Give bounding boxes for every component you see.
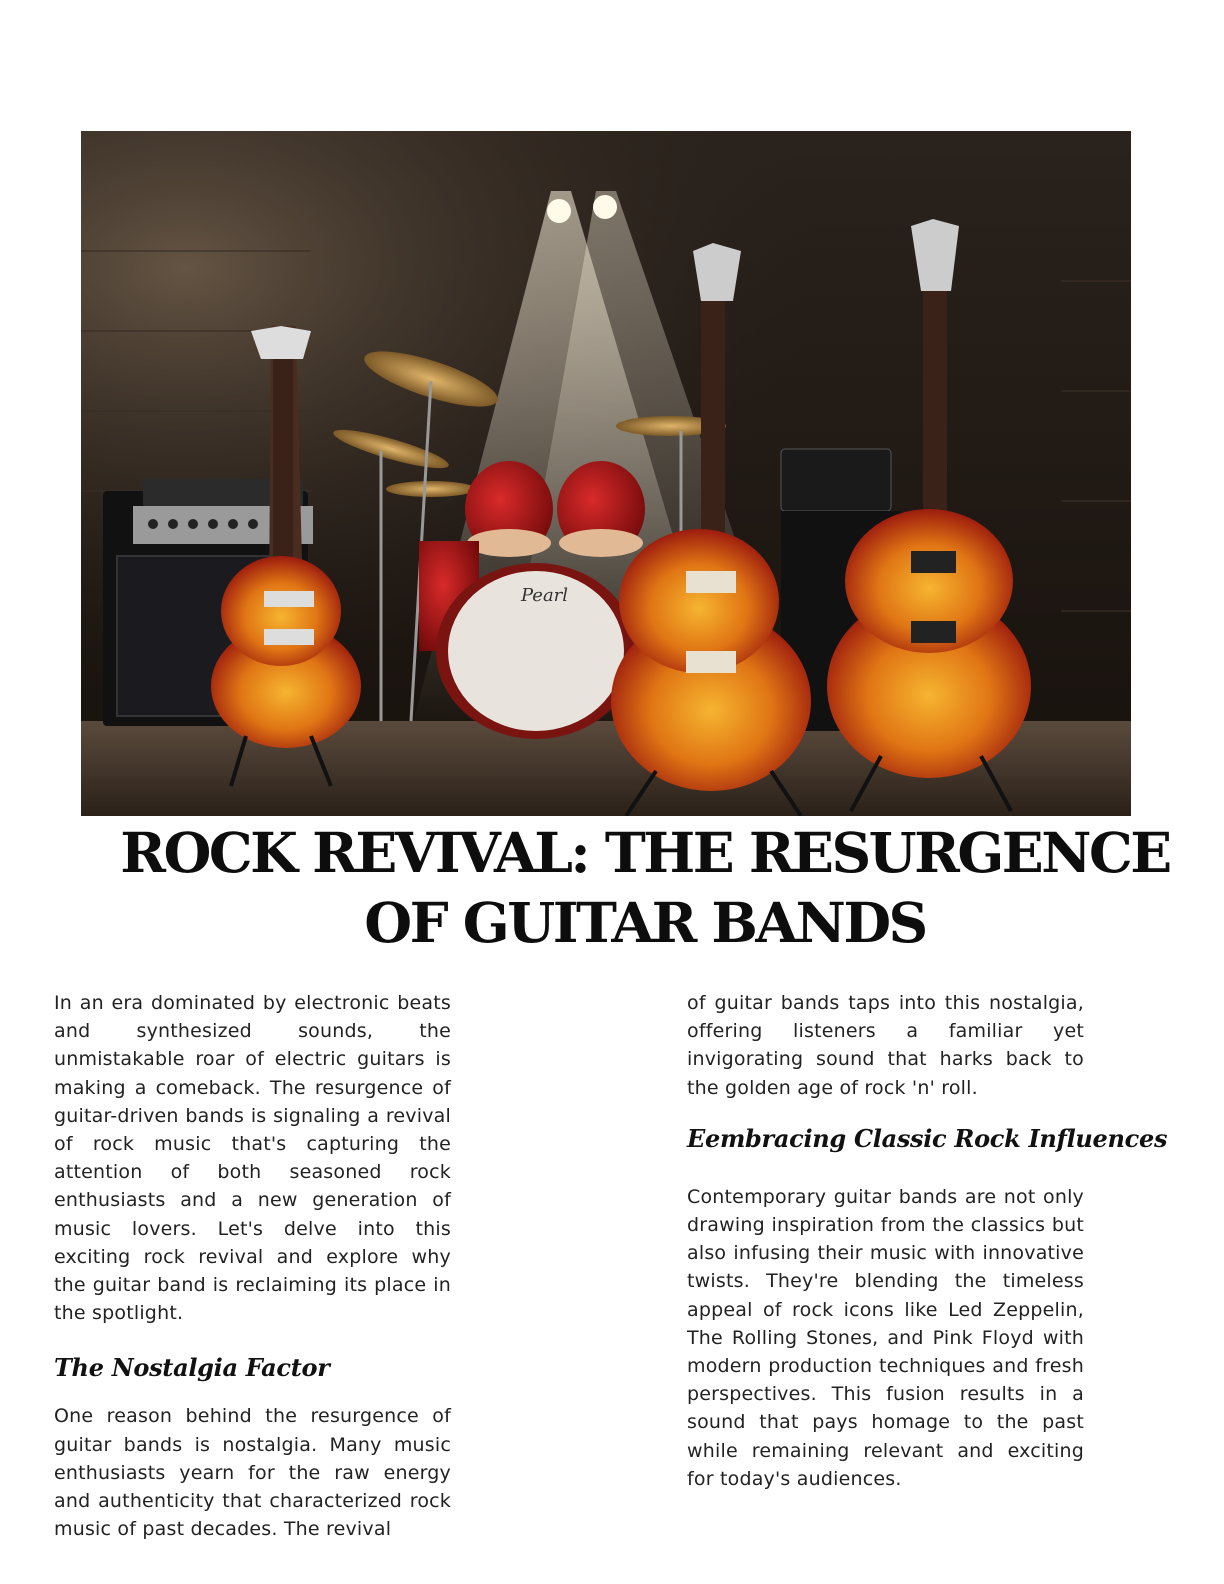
classic-rock-paragraph: Contemporary guitar bands are not only drawing inspiration from the classics but also infusing their music with innovative twists. They're blending the timeless appeal of rock icons like Led Zeppelin, The Rolling Stones, and Pink Floyd with modern production techniques and fresh perspectives. This fusion results in a sound that pays homage to the past while remaining relevant and exciting for today's audiences. <box>687 1185 1084 1490</box>
svg-text:Pearl: Pearl <box>521 585 569 606</box>
right-column <box>687 989 1168 1493</box>
intro-paragraph: In an era dominated by electronic beats and synthesized sounds, the unmistakable roar of electric guitars is making a comeback. The resurgence of guitar-driven bands is signaling a revival of rock music that's capturing the attention of both seasoned rock enthusiasts and a new generation of music lovers. Let's delve into this exciting rock revival and explore why the guitar band is reclaiming its place in the spotlight. <box>54 992 451 1325</box>
guitars-and-drum-kit-photo-icon <box>81 131 1131 816</box>
left-column <box>54 989 451 1543</box>
nostalgia-paragraph-part1: One reason behind the resurgence of guitar bands is nostalgia. Many music enthusiasts yearn for the raw energy and authenticity that characterized rock music of past decades. The revival <box>54 1405 451 1541</box>
nostalgia-paragraph-part2: of guitar bands taps into this nostalgia, offering listeners a familiar yet invigorating sound that harks back to the golden age of rock 'n' roll. <box>687 992 1084 1099</box>
article-title: ROCK REVIVAL: THE RESURGENCE OF GUITAR BANDS <box>120 820 1170 955</box>
hero-image <box>81 131 1131 816</box>
section-heading-nostalgia: The Nostalgia Factor <box>54 1353 330 1383</box>
section-heading-classic-rock: Eembracing Classic Rock Influences <box>687 1123 1168 1153</box>
